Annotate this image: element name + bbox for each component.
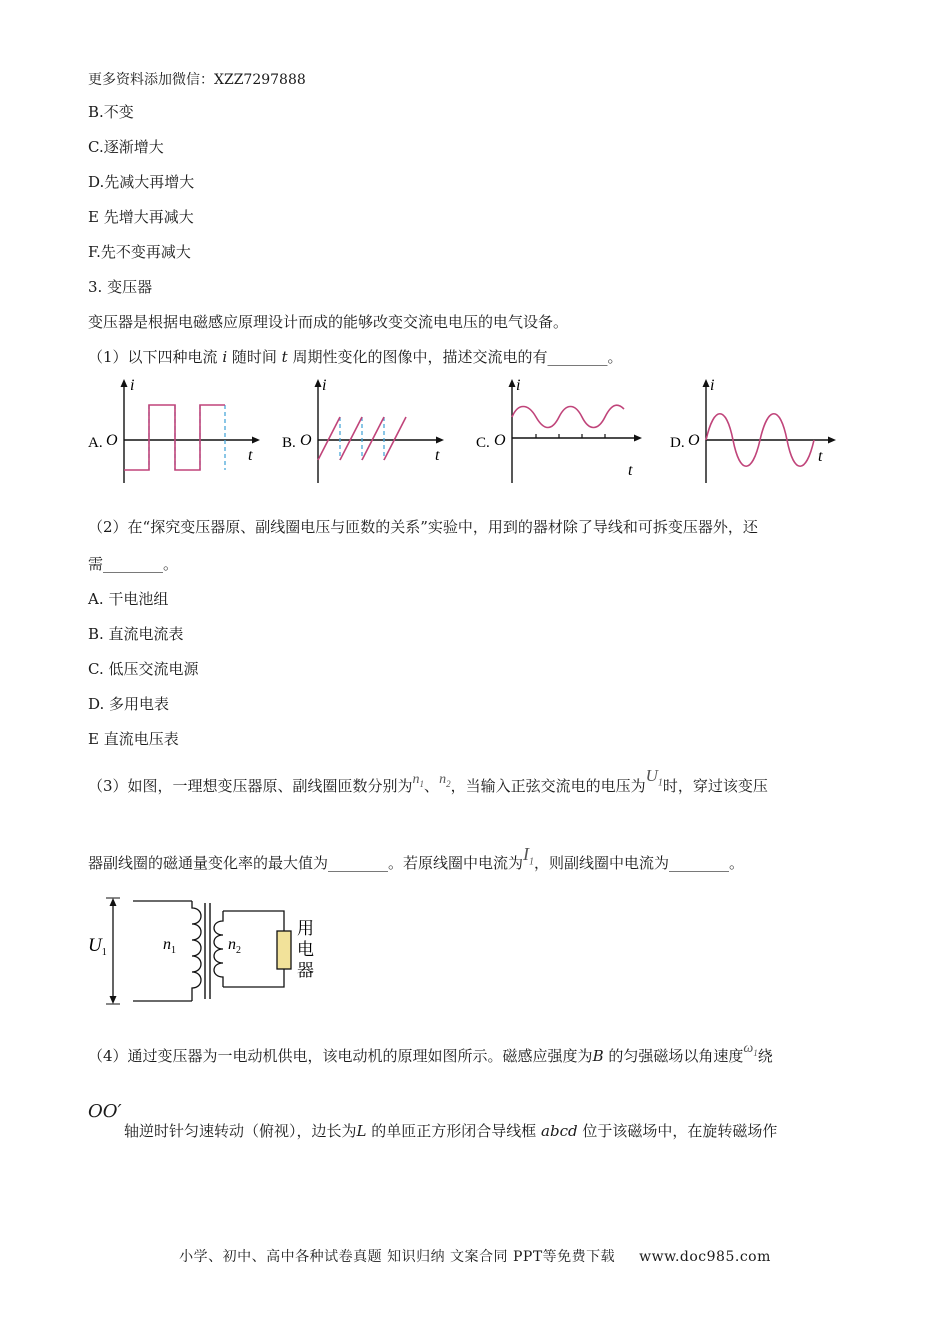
q2-option-d: D. 多用电表 — [88, 695, 170, 713]
graph-c-axis-t: t — [628, 462, 633, 479]
q4-text-d: 轴逆时针匀速转动（俯视），边长为 — [124, 1122, 357, 1140]
question-2-line-1: （2）在“探究变压器原、副线圈电压与匝数的关系”实验中，用到的器材除了导线和可拆变压器外，还 — [88, 518, 758, 536]
q4-text-e: 的单匝正方形闭合导线框 — [366, 1122, 542, 1140]
q2-option-a: A. 干电池组 — [88, 590, 169, 608]
q3-text-c: 时，穿过该变压 — [662, 777, 768, 795]
graph-a-label: A. — [88, 435, 103, 451]
transformer-diagram — [86, 893, 326, 1008]
q2-option-c: C. 低压交流电源 — [88, 660, 199, 678]
footer-site: www.doc985.com — [639, 1249, 771, 1265]
graph-d-axis-t: t — [818, 448, 823, 465]
q3-text-b: ，当输入正弦交流电的电压为 — [450, 777, 646, 795]
option-d: D.先减大再增大 — [88, 173, 195, 191]
graph-b-origin: O — [300, 432, 312, 449]
graph-c — [474, 375, 664, 490]
diagram-u-label: $U_1$ — [88, 935, 107, 958]
question-3-line-2 — [88, 844, 745, 881]
graph-a-axis-i: i — [130, 377, 135, 394]
q3-sep: 、 — [424, 777, 440, 795]
q1-post: 周期性变化的图像中，描述交流电的有________。 — [287, 348, 623, 366]
question-4-line-1 — [88, 1041, 773, 1072]
primary-coil — [192, 901, 201, 1001]
graph-b-label: B. — [282, 435, 296, 451]
graph-d-origin: O — [688, 432, 700, 449]
q2-option-b: B. 直流电流表 — [88, 625, 184, 643]
q1-pre: （1）以下四种电流 — [88, 348, 223, 366]
q3-text-a: （3）如图，一理想变压器原、副线圈匝数分别为 — [88, 777, 413, 795]
diagram-n2-label: $n_2$ — [228, 936, 241, 956]
load-resistor — [277, 931, 291, 969]
graph-a-origin: O — [106, 432, 118, 449]
page-footer — [0, 1246, 950, 1266]
q4-omega: $\omega_1$ — [743, 1041, 758, 1058]
load-label-1: 用 — [297, 919, 314, 938]
load-label-3: 器 — [297, 961, 314, 980]
graph-a — [86, 375, 266, 490]
option-e: E 先增大再减大 — [88, 208, 194, 226]
q1-var-t: t — [281, 348, 288, 366]
q4-text-f: 位于该磁场中，在旋转磁场作 — [577, 1122, 778, 1140]
diagram-n1-label: $n_1$ — [163, 936, 176, 956]
q3-i1: $I_1$ — [523, 844, 535, 868]
q4-axis-label: OO′ — [88, 1101, 122, 1122]
graph-c-label: C. — [476, 435, 490, 451]
q3-n2: $n_2$ — [439, 772, 451, 789]
q3-text-d: 器副线圈的磁通量变化率的最大值为________。若原线圈中电流为 — [88, 854, 524, 872]
graph-a-axis-t: t — [248, 447, 253, 464]
q4-text-b: 的匀强磁场以角速度 — [603, 1047, 744, 1065]
q3-n1: $n_1$ — [412, 772, 425, 789]
graph-d-label: D. — [670, 435, 685, 451]
graph-a-curve — [124, 405, 225, 470]
watermark: 更多资料添加微信：XZZ7297888 — [88, 72, 306, 88]
q4-var-l: L — [356, 1122, 367, 1140]
option-c: C.逐渐增大 — [88, 138, 164, 156]
q4-var-b: B — [592, 1047, 604, 1065]
graph-b-axis-t: t — [435, 447, 440, 464]
graph-c-curve — [512, 405, 624, 427]
footer-text: 小学、初中、高中各种试卷真题 知识归纳 文案合同 PPT等免费下载 — [179, 1249, 616, 1265]
q1-mid: 随时间 — [227, 348, 282, 366]
section-title: 3. 变压器 — [88, 278, 153, 296]
q2-option-e: E 直流电压表 — [88, 730, 179, 748]
section-intro: 变压器是根据电磁感应原理设计而成的能够改变交流电电压的电气设备。 — [88, 313, 569, 331]
graph-d — [668, 375, 858, 490]
graph-b — [280, 375, 460, 490]
graph-c-origin: O — [494, 432, 506, 449]
graph-b-axis-i: i — [322, 377, 327, 394]
option-f: F.先不变再减大 — [88, 243, 191, 261]
option-b: B.不变 — [88, 103, 134, 121]
q3-u1: $U_1$ — [645, 766, 663, 789]
question-3-line-1 — [88, 766, 768, 803]
load-label-2: 电 — [297, 940, 314, 959]
question-4-line-2 — [124, 1121, 777, 1141]
q1-var-i: i — [222, 348, 228, 366]
question-2-line-2: 需________。 — [88, 555, 179, 573]
secondary-coil — [214, 911, 223, 987]
q4-text-c: 绕 — [757, 1047, 773, 1065]
question-1 — [88, 347, 622, 367]
q4-text-a: （4）通过变压器为一电动机供电，该电动机的原理如图所示。磁感应强度为 — [88, 1047, 593, 1065]
graph-d-axis-i: i — [710, 377, 715, 394]
q3-text-e: ，则副线圈中电流为________。 — [534, 854, 745, 872]
graph-c-axis-i: i — [516, 377, 521, 394]
q4-var-abcd: abcd — [541, 1122, 578, 1140]
